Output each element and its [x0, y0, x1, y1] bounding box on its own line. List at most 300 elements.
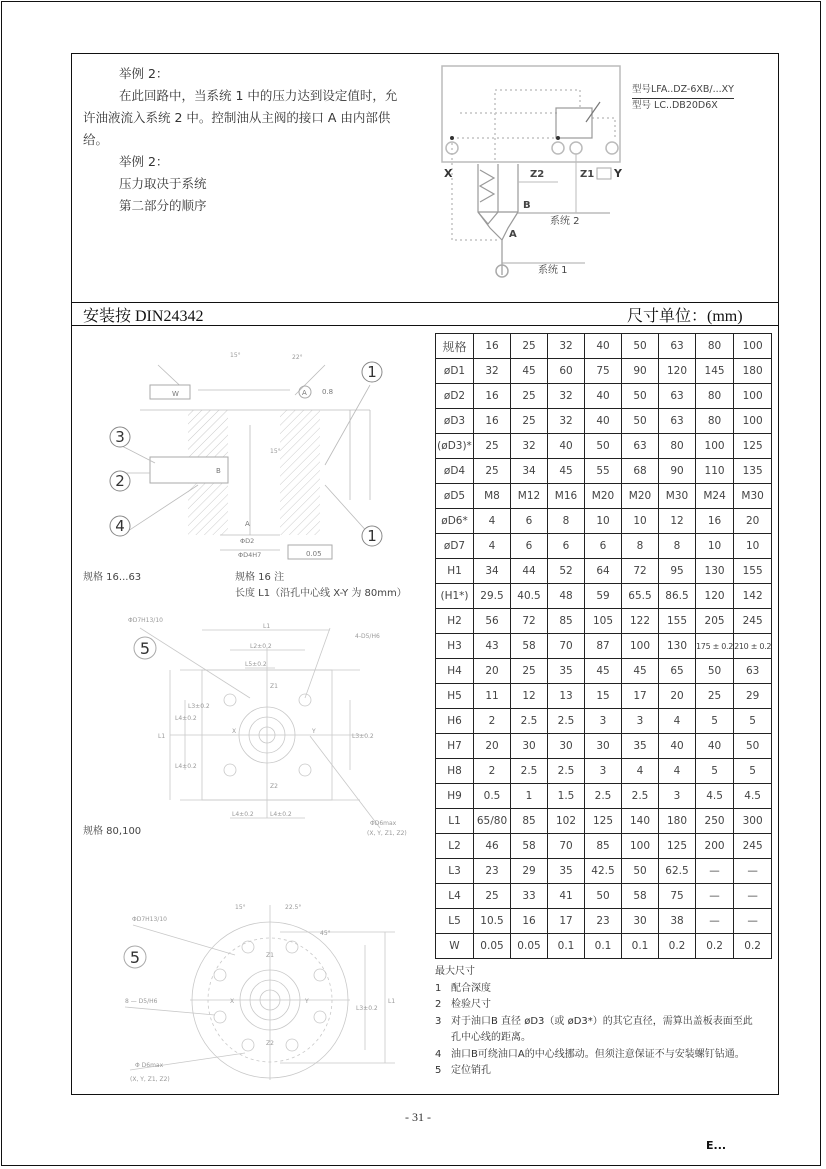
table-cell: 20 [659, 684, 696, 709]
table-cell: 40 [696, 734, 734, 759]
callout-3: 3 [115, 428, 125, 446]
table-cell: 100 [696, 434, 734, 459]
l4b-label: L4±0.2 [175, 763, 197, 770]
table-cell: 35 [548, 859, 585, 884]
note-item [435, 1063, 775, 1080]
flange-lines [140, 628, 380, 828]
table-cell: 65 [659, 659, 696, 684]
d2-label: ΦD2 [240, 537, 255, 545]
table-cell: 63 [659, 334, 696, 359]
notes-title: 最大尺寸 [435, 966, 475, 977]
port-a-label: A [245, 520, 250, 528]
note-text: 定位销孔 [451, 1065, 491, 1076]
table-cell: 50 [622, 409, 659, 434]
table-cell: 13 [548, 684, 585, 709]
table-cell: 2.5 [548, 709, 585, 734]
table-cell: 68 [622, 459, 659, 484]
row-label-cell: (H1*) [436, 584, 474, 609]
table-cell: 25 [511, 409, 548, 434]
table-cell: 300 [734, 809, 772, 834]
table-cell: 20 [474, 659, 511, 684]
valve-envelope [442, 66, 620, 162]
table-cell: 155 [659, 609, 696, 634]
table-cell: 8 [659, 534, 696, 559]
table-cell: 25 [511, 334, 548, 359]
table-cell: 2.5 [511, 759, 548, 784]
table-cell: 80 [696, 409, 734, 434]
table-cell: 4 [474, 534, 511, 559]
junction-dot [450, 136, 454, 140]
table-cell: 0.1 [622, 934, 659, 959]
port-z2-label: Z2 [530, 169, 545, 180]
table-cell: 2.5 [548, 759, 585, 784]
port-a-label: A [509, 229, 517, 240]
pilot-lines [452, 90, 615, 240]
angle-15a: 15° [230, 352, 241, 359]
note-number: 1 [435, 982, 442, 994]
round-flange-lines [125, 905, 395, 1080]
table-cell: 85 [511, 809, 548, 834]
table-cell: 245 [734, 609, 772, 634]
unit-label: 尺寸单位：(mm) [627, 308, 743, 325]
table-cell: 100 [622, 634, 659, 659]
model-top: 型号LFA..DZ-6XB/...XY [632, 83, 734, 99]
roughness-label: 0.8 [322, 388, 334, 396]
callout-5: 5 [139, 639, 151, 658]
row-label-cell: øD3 [436, 409, 474, 434]
table-row [436, 509, 772, 534]
table-cell: 3 [585, 709, 622, 734]
d7-label: ΦD7H13/10 [132, 916, 167, 923]
table-cell: 0.1 [585, 934, 622, 959]
table-cell: 4.5 [696, 784, 734, 809]
table-cell: 3 [659, 784, 696, 809]
table-cell: 20 [474, 734, 511, 759]
d5-label: 8 — D5/H6 [125, 998, 158, 1005]
caption-size-16-63: 规格 16...63 [83, 572, 142, 583]
table-header-row [436, 334, 772, 359]
table-cell: 2.5 [622, 784, 659, 809]
table-cell: 100 [734, 409, 772, 434]
d5-label: 4-D5/H6 [355, 633, 380, 640]
note-continuation: 孔中心线的距离。 [451, 1032, 531, 1043]
row-label-cell: H8 [436, 759, 474, 784]
footer-mark: E... [706, 1139, 727, 1152]
example1-line3: 给。 [83, 132, 109, 147]
example2-heading: 举例 2： [119, 154, 169, 169]
table-cell: 105 [585, 609, 622, 634]
table-cell: 75 [585, 359, 622, 384]
l4c-label: L4±0.2 [232, 811, 254, 818]
dimension-table [435, 333, 772, 959]
table-cell: 5 [734, 759, 772, 784]
table-cell: 25 [474, 459, 511, 484]
table-cell: 180 [734, 359, 772, 384]
round-flange-labels [125, 904, 395, 1083]
table-cell: 5 [696, 759, 734, 784]
port-y-label: Y [614, 167, 622, 180]
table-cell: 50 [622, 384, 659, 409]
table-cell: 0.2 [696, 934, 734, 959]
table-cell: 4 [659, 709, 696, 734]
table-cell: 85 [585, 834, 622, 859]
callout-5-round: 5 [129, 948, 141, 967]
table-cell: 1.5 [548, 784, 585, 809]
adjust-arrow [586, 102, 600, 122]
model-bottom: 型号 LC..DB20D6X [632, 100, 718, 111]
angle-22-label: 22.5° [285, 904, 302, 911]
table-cell: 45 [585, 659, 622, 684]
table-cell: 3 [622, 709, 659, 734]
table-cell: M30 [659, 484, 696, 509]
table-row [436, 734, 772, 759]
row-label-cell: H4 [436, 659, 474, 684]
table-cell: 38 [659, 909, 696, 934]
table-cell: M24 [696, 484, 734, 509]
table-cell: 63 [659, 384, 696, 409]
table-cell: 10.5 [474, 909, 511, 934]
table-cell: 58 [511, 834, 548, 859]
table-row [436, 684, 772, 709]
example2-line2: 第二部分的顺序 [119, 198, 207, 213]
table-row [436, 484, 772, 509]
hydraulic-schematic [440, 60, 630, 285]
table-cell: 80 [696, 334, 734, 359]
table-cell: M20 [585, 484, 622, 509]
note-item [435, 997, 775, 1014]
table-cell: 59 [585, 584, 622, 609]
table-cell: 95 [659, 559, 696, 584]
angle-45-label: 45° [320, 930, 331, 937]
table-cell: 65.5 [622, 584, 659, 609]
notes [435, 964, 775, 1080]
table-cell: 52 [548, 559, 585, 584]
table-cell: 12 [659, 509, 696, 534]
row-label-cell: L2 [436, 834, 474, 859]
table-cell: 46 [474, 834, 511, 859]
y-label: Y [312, 728, 316, 735]
table-row [436, 409, 772, 434]
table-cell: 32 [511, 434, 548, 459]
row-label-cell: H7 [436, 734, 474, 759]
row-label-cell: (øD3)* [436, 434, 474, 459]
example1-line1: 在此回路中，当系统 1 中的压力达到设定值时，允 [119, 88, 398, 103]
table-cell: 120 [696, 584, 734, 609]
table-cell: 48 [548, 584, 585, 609]
table-cell: 50 [585, 434, 622, 459]
table-cell: — [734, 884, 772, 909]
table-row [436, 459, 772, 484]
table-cell: 245 [734, 834, 772, 859]
table-cell: 130 [659, 634, 696, 659]
table-cell: 65/80 [474, 809, 511, 834]
table-cell: 135 [734, 459, 772, 484]
note-item [435, 1047, 775, 1064]
table-cell: 50 [696, 659, 734, 684]
table-cell: 16 [696, 509, 734, 534]
row-label-cell: H9 [436, 784, 474, 809]
row-label-cell: L3 [436, 859, 474, 884]
table-cell: 90 [659, 459, 696, 484]
table-cell: 6 [511, 509, 548, 534]
table-cell: 85 [548, 609, 585, 634]
table-cell: 205 [696, 609, 734, 634]
table-cell: 25 [696, 684, 734, 709]
table-cell: 3 [585, 759, 622, 784]
table-cell: 70 [548, 834, 585, 859]
page-number: - 31 - [405, 1110, 431, 1124]
l3-label: L3±0.2 [356, 1005, 378, 1012]
table-cell: 60 [548, 359, 585, 384]
table-cell: — [696, 909, 734, 934]
table-cell: 100 [734, 334, 772, 359]
row-label-cell: øD1 [436, 359, 474, 384]
table-row [436, 809, 772, 834]
row-label-cell: øD6* [436, 509, 474, 534]
table-cell: 30 [511, 734, 548, 759]
table-cell: 0.05 [474, 934, 511, 959]
table-cell: 17 [622, 684, 659, 709]
table-cell: 34 [474, 559, 511, 584]
table-cell: 90 [622, 359, 659, 384]
table-cell: 58 [622, 884, 659, 909]
note-text: 对于油口B 直径 øD3（或 øD3*）的其它直径，需算出盖板表面至此 [451, 1015, 753, 1027]
table-cell: 50 [734, 734, 772, 759]
table-cell: 16 [474, 384, 511, 409]
cross-section-drawing [80, 345, 420, 560]
note-item [435, 1014, 775, 1031]
table-cell: 45 [511, 359, 548, 384]
l4d-label: L4±0.2 [270, 811, 292, 818]
table-cell: 63 [734, 659, 772, 684]
callout-4: 4 [115, 517, 125, 535]
d7-label: ΦD7H13/10 [128, 617, 163, 624]
note-text: 配合深度 [451, 982, 491, 994]
table-cell: M12 [511, 484, 548, 509]
table-cell: 72 [511, 609, 548, 634]
table-cell: 8 [548, 509, 585, 534]
table-cell: 5 [734, 709, 772, 734]
table-cell: 30 [548, 734, 585, 759]
y-plug [597, 168, 611, 179]
table-row [436, 359, 772, 384]
table-cell: 142 [734, 584, 772, 609]
table-cell: 29 [511, 859, 548, 884]
table-cell: 80 [696, 384, 734, 409]
perpendicularity-frame [150, 385, 190, 399]
table-cell: 44 [511, 559, 548, 584]
table-cell: 55 [585, 459, 622, 484]
table-row [436, 909, 772, 934]
table-cell: 16 [511, 909, 548, 934]
table-cell: 0.2 [734, 934, 772, 959]
l4a-label: L4±0.2 [175, 715, 197, 722]
table-row [436, 759, 772, 784]
table-cell: 110 [696, 459, 734, 484]
table-cell: 6 [585, 534, 622, 559]
table-row [436, 859, 772, 884]
table-cell: 0.2 [659, 934, 696, 959]
callout-2: 2 [115, 472, 125, 490]
table-cell: 16 [474, 334, 511, 359]
table-cell: 140 [622, 809, 659, 834]
table-cell: 29.5 [474, 584, 511, 609]
table-cell: M30 [734, 484, 772, 509]
w-label: W [172, 390, 179, 398]
table-cell: 80 [659, 434, 696, 459]
row-label-cell: H6 [436, 709, 474, 734]
z1-label: Z1 [266, 952, 274, 959]
system2-label: 系统 2 [550, 216, 580, 227]
angle-22: 22° [292, 354, 303, 361]
example1-heading: 举例 2： [119, 66, 169, 81]
table-cell: 56 [474, 609, 511, 634]
table-cell: 50 [622, 859, 659, 884]
table-cell: 34 [511, 459, 548, 484]
main-valve [478, 164, 518, 275]
table-cell: 29 [734, 684, 772, 709]
row-label-cell: 规格 [436, 334, 474, 359]
table-cell: 25 [511, 659, 548, 684]
table-row [436, 784, 772, 809]
l3a-label: L3±0.2 [188, 703, 210, 710]
table-row [436, 384, 772, 409]
square-flange-drawing [80, 608, 410, 838]
table-cell: 40 [659, 734, 696, 759]
table-cell: 8 [622, 534, 659, 559]
caption-l1-note: 长度 L1（沿孔中心线 X-Y 为 80mm） [235, 588, 407, 599]
row-label-cell: øD7 [436, 534, 474, 559]
table-cell: 32 [548, 409, 585, 434]
table-cell: M8 [474, 484, 511, 509]
table-cell: 6 [548, 534, 585, 559]
row-label-cell: H1 [436, 559, 474, 584]
port-b-label: B [216, 467, 221, 475]
row-label-cell: L1 [436, 809, 474, 834]
row-label-cell: øD4 [436, 459, 474, 484]
z2-label: Z2 [266, 1040, 274, 1047]
table-cell: 25 [474, 434, 511, 459]
note-text: 油口B可绕油口A的中心线挪动。但须注意保证不与安装螺钉钻通。 [451, 1048, 745, 1060]
table-cell: 4 [622, 759, 659, 784]
d6-label: Φ D6max [135, 1062, 164, 1069]
port-z1-label: Z1 [580, 169, 595, 180]
table-cell: 16 [474, 409, 511, 434]
table-cell: 35 [622, 734, 659, 759]
table-cell: 87 [585, 634, 622, 659]
note-text: 检验尺寸 [451, 999, 491, 1010]
table-cell: 4 [659, 759, 696, 784]
table-row [436, 559, 772, 584]
table-cell: 50 [622, 334, 659, 359]
row-label-cell: H2 [436, 609, 474, 634]
table-cell: 43 [474, 634, 511, 659]
system1-label: 系统 1 [538, 265, 568, 276]
table-cell: 2.5 [585, 784, 622, 809]
table-cell: 20 [734, 509, 772, 534]
row-label-cell: L4 [436, 884, 474, 909]
table-cell: 10 [622, 509, 659, 534]
junction-dot [556, 136, 560, 140]
table-cell: — [696, 884, 734, 909]
table-cell: 86.5 [659, 584, 696, 609]
table-cell: 12 [511, 684, 548, 709]
table-cell: 32 [548, 334, 585, 359]
table-cell: 33 [511, 884, 548, 909]
port-b-label: B [523, 200, 531, 211]
z1-label: Z1 [270, 683, 278, 690]
x-label: X [232, 728, 237, 735]
example-text-block [83, 63, 423, 217]
table-cell: 40 [585, 334, 622, 359]
table-cell: 122 [622, 609, 659, 634]
table-cell: 5 [696, 709, 734, 734]
table-cell: 32 [548, 384, 585, 409]
table-cell: 50 [585, 884, 622, 909]
angle-15-label: 15° [235, 904, 246, 911]
z2-label: Z2 [270, 783, 278, 790]
pilot-valve-box [556, 108, 592, 138]
table-cell: 64 [585, 559, 622, 584]
table-cell: 125 [734, 434, 772, 459]
table-cell: 250 [696, 809, 734, 834]
l1-side-label: L1 [158, 733, 166, 740]
table-row [436, 434, 772, 459]
row-label-cell: W [436, 934, 474, 959]
table-cell: — [734, 859, 772, 884]
section-title: 安装按 DIN24342 [83, 308, 204, 325]
row-label-cell: øD2 [436, 384, 474, 409]
table-cell: M16 [548, 484, 585, 509]
table-cell: 40.5 [511, 584, 548, 609]
table-cell: 100 [622, 834, 659, 859]
table-cell: 30 [585, 734, 622, 759]
table-cell: 25 [511, 384, 548, 409]
table-cell: 72 [622, 559, 659, 584]
flatness-value: 0.05 [306, 550, 322, 558]
callout-1: 1 [367, 363, 377, 381]
table-cell: 180 [659, 809, 696, 834]
table-cell: 10 [585, 509, 622, 534]
table-cell: 2.5 [511, 709, 548, 734]
caption-size-80-100: 规格 80,100 [83, 826, 142, 837]
table-cell: 70 [548, 634, 585, 659]
note-item [435, 981, 775, 998]
note-number: 5 [435, 1065, 442, 1076]
note-number: 4 [435, 1048, 442, 1060]
table-cell: 2 [474, 759, 511, 784]
table-cell: 6 [511, 534, 548, 559]
table-cell: M20 [622, 484, 659, 509]
table-row [436, 584, 772, 609]
table-cell: 2 [474, 709, 511, 734]
y-label: Y [305, 998, 309, 1005]
table-cell: 42.5 [585, 859, 622, 884]
port-circles [446, 142, 618, 154]
table-cell: 63 [659, 409, 696, 434]
table-cell: 200 [696, 834, 734, 859]
d6-ports-label: (X, Y, Z1, Z2) [367, 830, 407, 837]
note-number: 3 [435, 1015, 442, 1027]
table-cell: 62.5 [659, 859, 696, 884]
table-cell: 0.1 [548, 934, 585, 959]
table-cell: 23 [474, 859, 511, 884]
table-cell: 32 [474, 359, 511, 384]
table-cell: 130 [696, 559, 734, 584]
table-cell: 155 [734, 559, 772, 584]
table-row [436, 934, 772, 959]
table-row [436, 659, 772, 684]
